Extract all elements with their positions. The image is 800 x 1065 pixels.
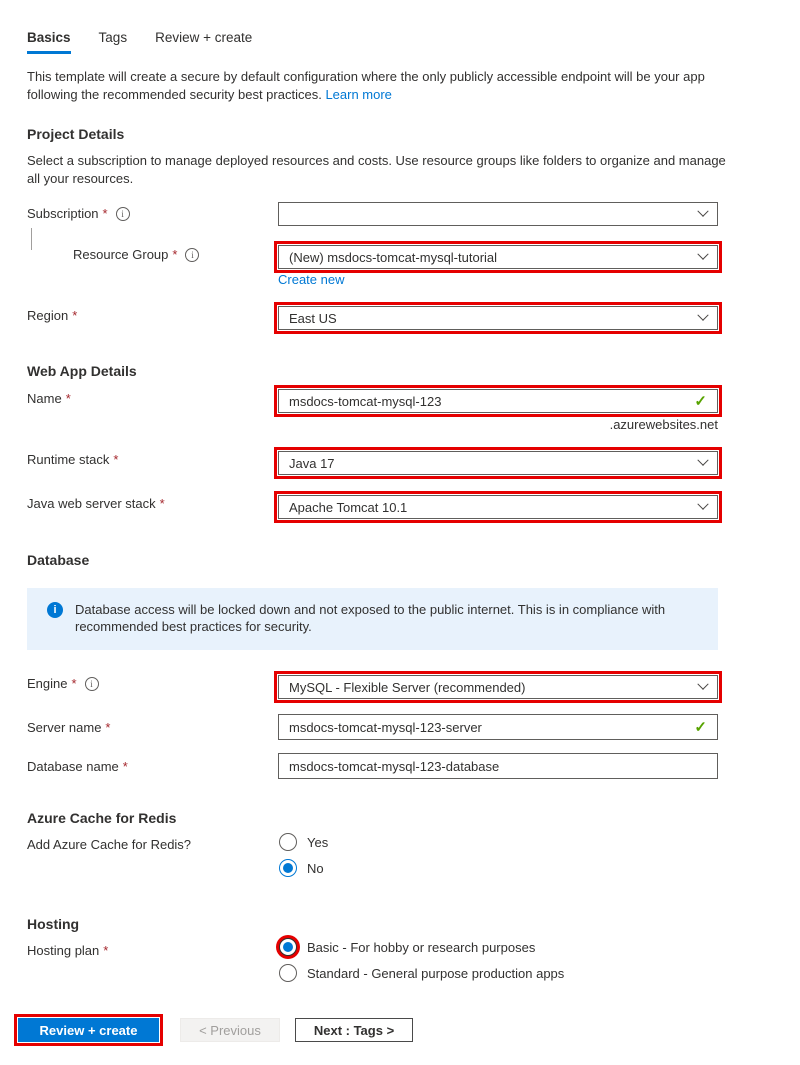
domain-suffix: .azurewebsites.net [609,417,718,432]
valid-check-icon: ✓ [694,719,707,736]
java-stack-label-text: Java web server stack * [27,496,165,511]
redis-no-label: No [307,860,324,876]
database-name-value: msdocs-tomcat-mysql-123-database [289,758,500,774]
hosting-standard-label: Standard - General purpose production apps [307,965,565,981]
info-filled-icon [47,602,63,618]
info-icon[interactable] [185,248,199,262]
subscription-label-text: Subscription * [27,206,108,221]
create-new-link[interactable]: Create new [278,272,345,287]
intro-description: This template will create a secure by default configuration where the only publicly accessible endpoint will be your app following the recommended security best practices. [27,69,705,102]
wizard-tabs [27,30,252,54]
database-name-label-text: Database name * [27,759,128,774]
name-label-text: Name * [27,391,71,406]
runtime-stack-label-text: Runtime stack * [27,452,118,467]
intro-text [27,68,727,103]
java-stack-highlight [274,491,722,523]
resource-group-label-text: Resource Group * [73,247,177,262]
name-highlight [274,385,722,417]
web-app-details-heading: Web App Details [27,363,137,379]
chevron-down-icon [697,499,708,510]
name-value: msdocs-tomcat-mysql-123 [289,393,442,409]
subscription-label [27,206,130,221]
valid-check-icon: ✓ [694,393,707,410]
server-name-value: msdocs-tomcat-mysql-123-server [289,719,482,735]
learn-more-link[interactable]: Learn more [325,86,392,102]
server-name-label [27,720,110,735]
runtime-stack-highlight [274,447,722,479]
radio-icon [279,833,297,851]
project-details-heading: Project Details [27,126,125,142]
tab-review-create[interactable]: Review + create [155,30,253,45]
chevron-down-icon [697,249,708,260]
runtime-stack-dropdown[interactable] [278,451,718,475]
info-banner [27,588,718,650]
hosting-plan-label [27,943,108,958]
info-banner-text: Database access will be locked down and not exposed to the public internet. This is in compliance with recommended best practices for security. [75,602,666,634]
database-name-input[interactable] [278,753,718,779]
info-icon[interactable] [85,677,99,691]
region-label [27,308,77,323]
redis-heading: Azure Cache for Redis [27,810,177,826]
resource-group-value: (New) msdocs-tomcat-mysql-tutorial [289,249,498,265]
java-stack-dropdown[interactable] [278,495,718,519]
chevron-down-icon [697,679,708,690]
hosting-heading: Hosting [27,916,80,932]
redis-yes-radio[interactable] [279,833,328,851]
database-heading: Database [27,552,90,568]
runtime-stack-label [27,452,118,467]
java-stack-value: Apache Tomcat 10.1 [289,499,408,515]
review-create-highlight [14,1014,163,1046]
chevron-down-icon [697,206,708,217]
name-label [27,391,71,406]
redis-yes-label: Yes [307,834,329,850]
project-details-description: Select a subscription to manage deployed resources and costs. Use resource groups like folders to organize and manage all your resources. [27,153,726,186]
engine-dropdown[interactable] [278,675,718,699]
chevron-down-icon [697,310,708,321]
hosting-standard-radio[interactable] [279,964,564,982]
tab-tags[interactable]: Tags [98,30,128,45]
engine-highlight [274,671,722,703]
resource-group-dropdown[interactable] [278,245,718,269]
previous-button[interactable]: < Previous [180,1018,280,1042]
engine-value: MySQL - Flexible Server (recommended) [289,679,526,695]
server-name-input[interactable] [278,714,718,740]
java-stack-label [27,496,165,511]
review-create-button[interactable]: Review + create [18,1018,159,1042]
engine-label-text: Engine * [27,676,77,691]
region-value: East US [289,310,337,326]
redis-no-radio[interactable] [279,859,324,877]
hosting-basic-label: Basic - For hobby or research purposes [307,939,536,955]
subscription-dropdown[interactable] [278,202,718,226]
server-name-label-text: Server name * [27,720,110,735]
database-name-label [27,759,128,774]
tab-basics[interactable]: Basics [27,30,71,54]
next-tags-button[interactable]: Next : Tags > [295,1018,413,1042]
hosting-plan-label-text: Hosting plan * [27,943,108,958]
engine-label [27,676,99,691]
region-dropdown[interactable] [278,306,718,330]
radio-selected-icon [279,859,297,877]
region-label-text: Region * [27,308,77,323]
radio-selected-highlighted-icon [279,938,297,956]
tree-indent-line [31,228,32,250]
runtime-stack-value: Java 17 [289,455,335,471]
name-input[interactable] [278,389,718,413]
resource-group-label [73,247,199,262]
radio-icon [279,964,297,982]
hosting-basic-radio[interactable] [279,938,535,956]
resource-group-highlight [274,241,722,273]
add-redis-label: Add Azure Cache for Redis? [27,837,192,852]
chevron-down-icon [697,455,708,466]
info-icon[interactable] [116,207,130,221]
region-highlight [274,302,722,334]
